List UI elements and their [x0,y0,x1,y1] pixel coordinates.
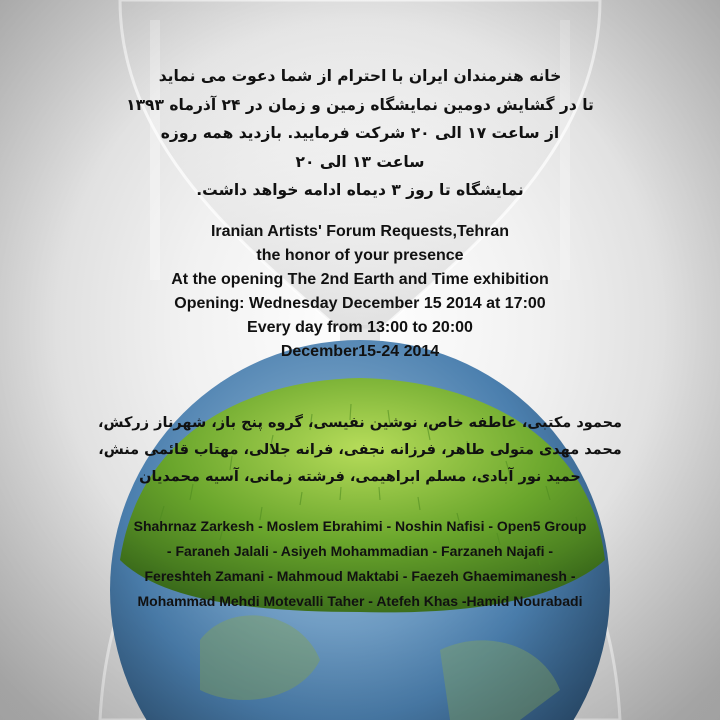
invitation-fa-line: ساعت ۱۳ الی ۲۰ [295,152,425,171]
invitation-fa-line: تا در گشایش دومین نمایشگاه زمین و زمان در ۲۴ آذرماه ۱۳۹۳ [126,95,594,114]
artists-english [0,514,720,614]
invitation-fa-line: نمایشگاه تا روز ۳ دیماه ادامه خواهد داشت. [196,181,524,199]
artists-en-line: Shahrnaz Zarkesh - Moslem Ebrahimi - Noshin Nafisi - Open5 Group [133,518,587,534]
artists-fa-line: حمید نور آبادی، مسلم ابراهیمی، فرشته زمانی، آسیه محمدیان [139,469,581,485]
invitation-en-line: Opening: Wednesday December 15 2014 at 17:00 [174,295,546,312]
artists-fa-line: محمود مکتبی، عاطفه خاص، نوشین نفیسی، گروه پنج باز، شهرناز زرکش، [97,415,623,431]
invitation-english [0,220,720,364]
invitation-en-line: December15-24 2014 [280,343,440,360]
invitation-fa-line: از ساعت ۱۷ الی ۲۰ شرکت فرمایید. بازدید همه روزه [160,124,560,142]
artists-en-line: Mohammad Mehdi Motevalli Taher - Atefeh Khas -Hamid Nourabadi [137,593,583,609]
invitation-en-line: Iranian Artists' Forum Requests,Tehran [210,223,510,240]
artists-fa-line: محمد مهدی متولی طاهر، فرزانه نجفی، فرانه جلالی، مهتاب قائمی منش، [98,442,622,458]
artists-en-line: - Faraneh Jalali - Asiyeh Mohammadian - Farzaneh Najafi - [166,543,554,559]
invitation-en-line: the honor of your presence [256,247,464,264]
invitation-persian [0,62,720,205]
invitation-fa-line: خانه هنرمندان ایران با احترام از شما دعوت می نماید [158,67,562,85]
invitation-en-line: At the opening The 2nd Earth and Time exhibition [171,271,549,288]
invitation-en-line: Every day from 13:00 to 20:00 [247,319,473,336]
artists-persian [0,410,720,491]
artists-en-line: Fereshteh Zamani - Mahmoud Maktabi - Faezeh Ghaemimanesh - [144,568,576,584]
